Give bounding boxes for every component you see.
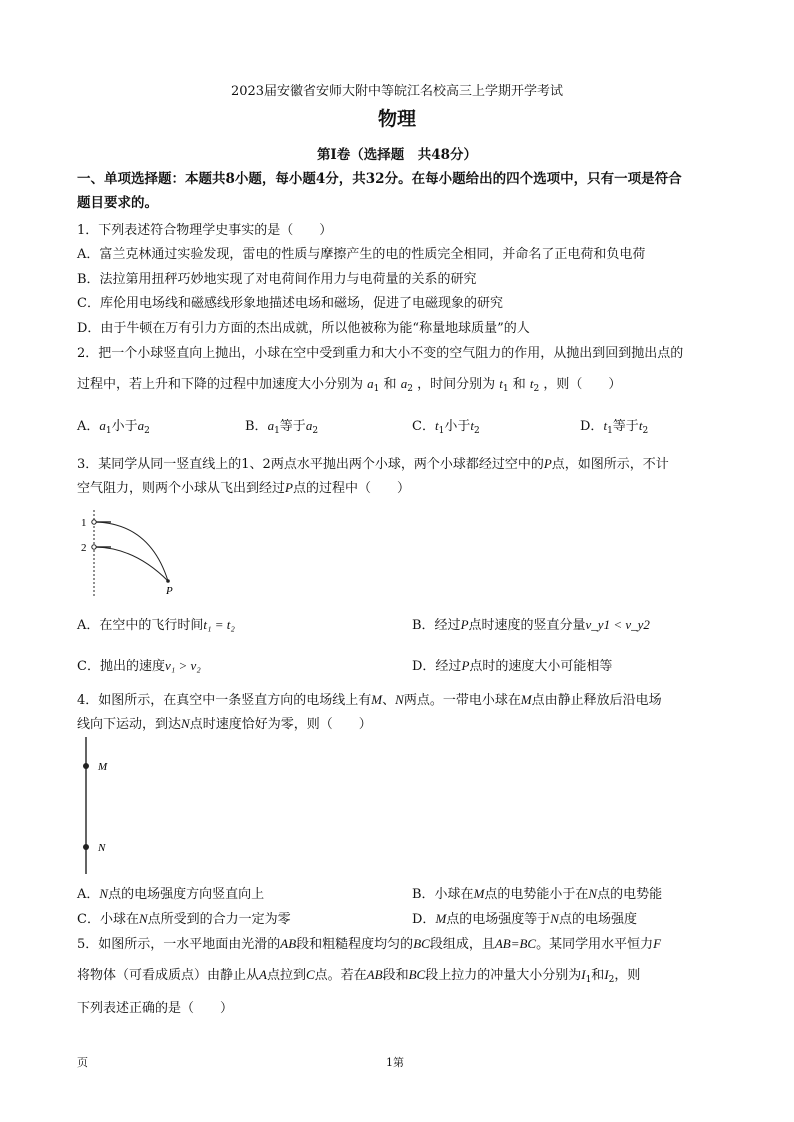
q2-option-a: A．$a_1$小于$a_2$ [77,418,150,436]
q5-stem-line3: 下列表述正确的是（ ） [77,1001,234,1016]
q3-projectile-figure [75,510,185,600]
q1-option-d: D．由于牛顿在万有引力方面的杰出成就，所以他被称为能“称量地球质量”的人 [77,321,530,336]
section-heading-line1: 一、单项选择题：本题共8小题，每小题4分，共32分。在每小题给出的四个选项中，只有一项是符合 [77,171,682,187]
q4-option-a: A．N点的电场强度方向竖直向上 [77,886,265,902]
q2-option-c: C．$t_1$小于$t_2$ [412,418,480,436]
subject-title: 物理 [377,108,416,130]
q3-option-c: C．抛出的速度v₁ > v₂ [77,658,201,674]
part-title: 第Ⅰ卷（选择题 共48分） [316,147,478,163]
q3-option-b: B．经过P点时速度的竖直分量v_y1 < v_y2 [412,617,650,633]
q3-option-d: D．经过P点时的速度大小可能相等 [412,658,613,674]
q1-option-a: A．富兰克林通过实验发现，雷电的性质与摩擦产生的电的性质完全相同，并命名了正电荷和负电荷 [77,247,646,262]
q3-option-a: A．在空中的飞行时间t₁ = t₂ [77,617,235,633]
q3-point-p-label: P [166,585,173,597]
q1-option-c: C．库伦用电场线和磁感线形象地描述电场和磁场，促进了电磁现象的研究 [77,296,503,311]
q1-option-b: B．法拉第用扭秤巧妙地实现了对电荷间作用力与电荷量的关系的研究 [77,272,477,287]
q2-option-d: D．$t_1$等于$t_2$ [580,418,649,436]
q4-option-d: D．M点的电场强度等于N点的电场强度 [412,911,637,927]
section-heading-line2: 题目要求的。 [77,195,158,211]
footer-page-number: 1第 [386,1056,404,1069]
q5-stem-line2: 将物体（可看成质点）由静止从A点拉到C点。若在AB段和BC段上拉力的冲量大小分别为$I_1$和$I_2$，则 [77,967,641,985]
q4-option-c: C．小球在N点所受到的合力一定为零 [77,911,291,927]
exam-title: 2023届安徽省安师大附中等皖江名校高三上学期开学考试 [230,84,564,99]
q2-stem-line1: 2．把一个小球竖直向上抛出，小球在空中受到重力和大小不变的空气阻力的作用，从抛出到回到抛出点的 [77,346,684,361]
q2-option-b: B．$a_1$等于$a_2$ [245,418,319,436]
q4-stem-line2: 线向下运动，到达N点时速度恰好为零，则（ ） [77,716,372,732]
q3-stem-line1: 3．某同学从同一竖直线上的1、2两点水平抛出两个小球，两个小球都经过空中的P点，如图所示，不计 [77,456,669,472]
q3-stem-line2: 空气阻力，则两个小球从飞出到经过P点的过程中（ ） [77,480,410,496]
q4-field-line-figure [75,737,135,875]
q1-stem: 1．下列表述符合物理学史事实的是（ ） [77,223,333,238]
q3-point-1-label: 1 [81,517,87,529]
q5-stem-line1: 5．如图所示，一水平地面由光滑的AB段和粗糙程度均匀的BC段组成，且AB=BC。某同学用水平恒力F [77,936,662,952]
footer-left: 页 [77,1056,88,1069]
q4-point-n-label: N [98,842,106,854]
q4-option-b: B．小球在M点的电势能小于在N点的电势能 [412,886,663,902]
q4-point-m-label: M [98,761,108,773]
q4-stem-line1: 4．如图所示，在真空中一条竖直方向的电场线上有M、N两点。一带电小球在M点由静止释放后沿电场 [77,692,662,708]
q3-point-2-label: 2 [81,542,87,554]
q2-stem-line2: 过程中，若上升和下降的过程中加速度大小分别为 $a_1$ 和 $a_2$ ，时间分别为 $t_1$ 和 $t_2$ ，则（ ） [77,376,622,394]
